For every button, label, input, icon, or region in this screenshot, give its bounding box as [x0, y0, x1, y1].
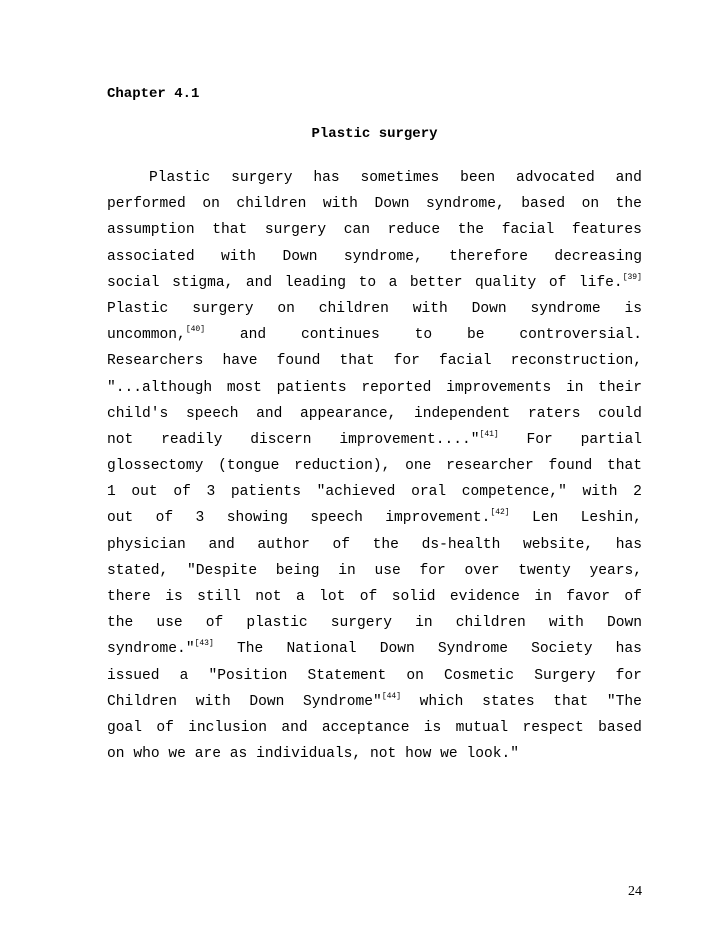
word: 1 [107, 484, 116, 501]
word: based [521, 196, 566, 213]
word: that [553, 693, 589, 710]
word: of [155, 510, 174, 527]
text-line [107, 221, 642, 247]
citation-superscript: [39] [622, 272, 642, 282]
word: Len [531, 510, 559, 527]
chapter-label: Chapter 4.1 [107, 86, 200, 102]
word: we [440, 746, 458, 763]
word: look." [466, 746, 519, 763]
word: of [332, 536, 351, 553]
word: their [598, 379, 642, 396]
word: Down [379, 641, 415, 658]
word: patients [230, 484, 301, 501]
word: is [624, 300, 642, 317]
word: of [548, 274, 567, 291]
word: of [156, 719, 174, 736]
word: for [615, 667, 642, 684]
word: Statement [307, 667, 387, 684]
word: inclusion [188, 719, 267, 736]
word: Down [606, 615, 642, 632]
word: child's [107, 405, 169, 422]
word: for [393, 353, 420, 370]
word: evidence [449, 589, 520, 605]
text-line [107, 169, 642, 195]
citation-superscript: [43] [194, 639, 214, 649]
word: based [598, 719, 642, 736]
text-line [107, 457, 642, 483]
word: reduce [387, 222, 441, 239]
word: the [457, 222, 485, 239]
text-line [107, 248, 642, 274]
word: the [372, 536, 399, 553]
citation-superscript: [40] [185, 325, 206, 335]
word: syndrome, [343, 248, 423, 265]
word: therefore [449, 248, 528, 265]
page-number: 24 [628, 884, 642, 899]
word: has [615, 641, 642, 658]
word: mutual [455, 719, 509, 736]
text-line [107, 509, 642, 535]
word: Cosmetic [444, 667, 515, 684]
word: raters [527, 405, 581, 422]
word: over [464, 562, 500, 579]
word: reconstruction, [510, 353, 642, 370]
word: researcher [446, 458, 534, 475]
word: 3 [195, 510, 205, 527]
word: partial [580, 431, 642, 448]
word: a [388, 274, 398, 291]
word: to [414, 327, 433, 344]
word: 2 [633, 484, 642, 501]
word: author [257, 536, 310, 553]
word: stated, [107, 562, 169, 579]
word: favor [566, 589, 611, 605]
word: with [548, 615, 584, 632]
word: appearance, [300, 405, 397, 422]
word: assumption [107, 222, 195, 239]
word: out [131, 484, 158, 501]
word: website, [523, 536, 594, 553]
word: acceptance [321, 719, 410, 736]
word: on [277, 300, 295, 317]
word: "Despite [187, 562, 258, 579]
word: "achieved [316, 484, 396, 501]
word: of [205, 615, 224, 632]
word: to [358, 274, 377, 291]
word: syndrome, [425, 196, 505, 213]
text-line [107, 405, 642, 431]
word: be [467, 327, 485, 344]
word: issued [107, 667, 160, 684]
word: surgery [192, 300, 254, 317]
word: found [548, 458, 593, 475]
word: with [195, 693, 231, 710]
word: use [374, 562, 401, 579]
text-line [107, 614, 642, 640]
text-line [107, 719, 642, 745]
word: discern [250, 431, 312, 448]
word: out [107, 510, 134, 527]
word: and [281, 719, 308, 736]
word: surgery [231, 170, 293, 186]
word: on [406, 667, 424, 684]
word: states [482, 693, 535, 710]
text-line [107, 483, 642, 509]
word: for [419, 562, 446, 579]
word: Researchers [107, 353, 204, 370]
word: found [276, 353, 321, 370]
word: how [405, 746, 432, 763]
word: goal [107, 719, 143, 736]
word: the [615, 196, 642, 213]
word: has [313, 170, 340, 186]
word: on [107, 746, 125, 763]
word: with [582, 484, 618, 501]
word: surgery [330, 615, 393, 632]
word: has [615, 536, 642, 553]
word: that [606, 458, 642, 475]
text-line [107, 195, 642, 221]
word: better [409, 274, 463, 291]
word: and [245, 274, 273, 291]
word: plastic [246, 615, 308, 632]
word: children [455, 615, 526, 632]
word: uncommon,[40] [107, 325, 206, 344]
word: there [107, 589, 151, 605]
text-line [107, 536, 642, 562]
word: Down [374, 196, 410, 213]
word: 3 [206, 484, 216, 501]
word: surgery [264, 222, 327, 239]
word: controversial. [519, 327, 642, 344]
word: patients [276, 379, 347, 396]
word: which [419, 693, 464, 710]
word: the [107, 615, 134, 632]
word: is [165, 589, 183, 605]
word: Surgery [534, 667, 596, 684]
word: showing [226, 510, 288, 527]
word: being [275, 562, 320, 579]
word: lot [319, 589, 346, 605]
word: performed [107, 196, 186, 213]
text-line [107, 431, 642, 457]
word: Society [531, 641, 593, 658]
word: independent [413, 405, 511, 422]
word: improvement...."[41] [339, 429, 499, 448]
word: syndrome [530, 300, 601, 317]
text-line [107, 326, 642, 352]
word: For [526, 431, 553, 448]
word: physician [107, 536, 186, 553]
word: improvements [446, 379, 552, 396]
word: solid [391, 589, 436, 605]
word: of [624, 589, 642, 605]
word: sometimes [360, 170, 440, 186]
word: on [581, 196, 600, 213]
word: readily [161, 431, 223, 448]
word: not [107, 431, 134, 448]
word: and [208, 536, 235, 553]
word: and [239, 327, 267, 344]
word: Down [282, 248, 318, 265]
citation-superscript: [42] [490, 508, 510, 518]
word: quality [475, 274, 537, 291]
word: Down [249, 693, 285, 710]
word: as [229, 746, 248, 763]
text-line [107, 667, 642, 693]
text-line [107, 745, 642, 771]
word: "...although [107, 379, 213, 396]
word: glossectomy [107, 458, 204, 475]
word: Children [107, 693, 178, 710]
word: speech [185, 405, 239, 422]
text-line [107, 562, 642, 588]
word: "The [606, 693, 642, 710]
word: not [369, 746, 397, 763]
word: still [197, 589, 241, 605]
text-line [107, 640, 642, 666]
word: with [412, 300, 448, 317]
word: reduction), [294, 458, 391, 475]
body-paragraph [107, 169, 642, 771]
word: in [565, 379, 584, 396]
word: social [107, 274, 160, 291]
word: a [295, 589, 305, 605]
word: Down [471, 300, 507, 317]
word: (tongue [218, 458, 280, 475]
word: in [534, 589, 552, 605]
word: of [359, 589, 378, 605]
word: facial [501, 222, 555, 239]
word: one [405, 458, 432, 475]
word: is [423, 719, 442, 736]
word: associated [107, 248, 195, 265]
word: The [236, 641, 264, 658]
word: can [343, 222, 371, 239]
text-line [107, 379, 642, 405]
citation-superscript: [41] [479, 429, 499, 439]
word: continues [301, 327, 380, 344]
word: individuals, [256, 746, 362, 763]
word: with [322, 196, 358, 213]
word: children [236, 196, 307, 213]
word: features [571, 222, 642, 239]
word: ds-health [421, 536, 501, 553]
word: improvement.[42] [385, 508, 510, 527]
word: use [156, 615, 183, 632]
word: could [598, 405, 642, 422]
word: in [415, 615, 433, 632]
section-title: Plastic surgery [311, 126, 438, 142]
word: life.[39] [578, 272, 642, 291]
word: with [221, 248, 257, 265]
word: competence," [461, 484, 567, 501]
citation-superscript: [44] [381, 691, 402, 701]
word: that [339, 353, 375, 370]
word: Syndrome [437, 641, 508, 658]
word: Syndrome"[44] [303, 691, 402, 710]
word: facial [438, 353, 492, 370]
word: children [318, 300, 389, 317]
word: not [255, 589, 282, 605]
word: a [179, 667, 189, 684]
word: of [173, 484, 191, 501]
word: who [133, 746, 160, 763]
word: most [226, 379, 262, 396]
word: been [460, 170, 496, 186]
word: and [256, 405, 283, 422]
text-line [107, 588, 642, 614]
word: in [338, 562, 356, 579]
word: respect [522, 719, 584, 736]
word: leading [284, 274, 347, 291]
word: and [615, 170, 642, 186]
word: Leshin, [580, 510, 642, 527]
word: decreasing [554, 248, 642, 265]
word: twenty [518, 562, 571, 579]
word: advocated [515, 170, 595, 186]
text-line [107, 693, 642, 719]
word: Plastic [149, 170, 211, 186]
text-line [107, 352, 642, 378]
text-line [107, 274, 642, 300]
word: reported [361, 379, 432, 396]
word: speech [310, 510, 363, 527]
word: Plastic [107, 300, 169, 317]
word: "Position [208, 667, 288, 684]
word: we [168, 746, 186, 763]
word: are [194, 746, 221, 763]
word: that [212, 222, 248, 239]
word: years, [589, 562, 642, 579]
word: syndrome."[43] [107, 639, 214, 658]
text-line [107, 300, 642, 326]
word: stigma, [172, 274, 234, 291]
word: oral [411, 484, 447, 501]
word: have [222, 353, 258, 370]
word: on [202, 196, 220, 213]
word: National [286, 641, 357, 658]
